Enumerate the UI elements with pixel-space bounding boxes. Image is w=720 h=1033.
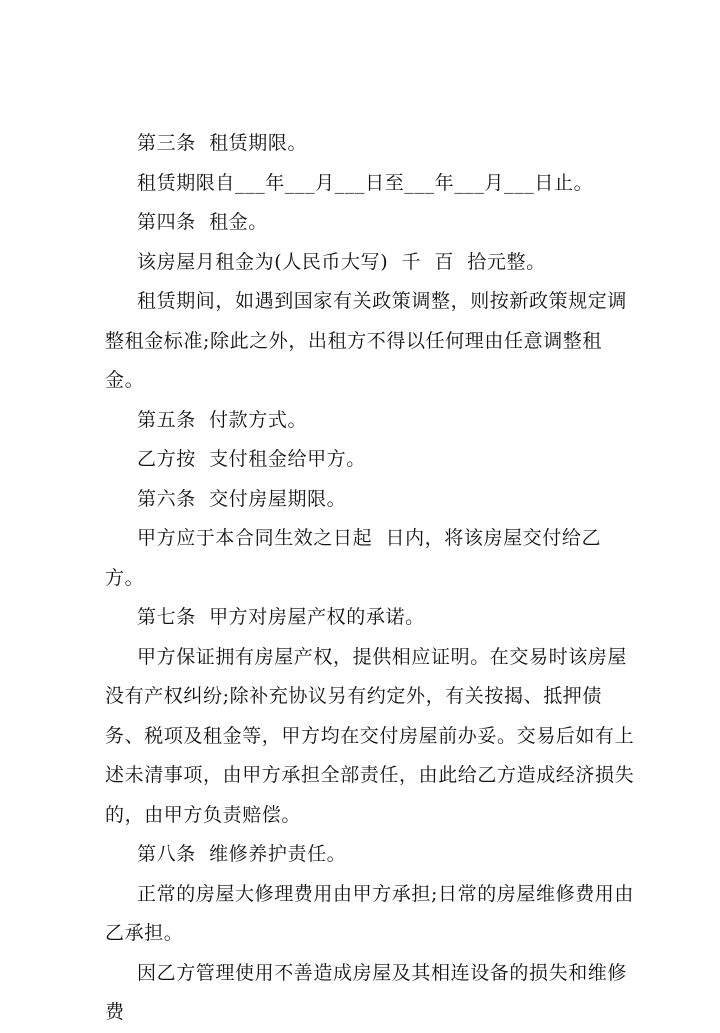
monthly-rent-text: 该房屋月租金为(人民币大写) 千 百 拾元整。: [137, 250, 546, 273]
repair-cost-text: 正常的房屋大修理费用由甲方承担;日常的房屋维修费用由乙承担。: [105, 882, 635, 944]
clause-6-heading: 第六条 交付房屋期限。: [137, 487, 347, 510]
document-body: [105, 124, 635, 1033]
clause-8-heading: 第八条 维修养护责任。: [137, 843, 347, 865]
clause-7-heading: 第七条 甲方对房屋产权的承诺。: [137, 606, 425, 628]
lease-term-text: 租赁期限自___年___月___日至___年___月___日止。: [137, 171, 594, 194]
clause-5-heading: 第五条 付款方式。: [137, 408, 308, 431]
clause-3-heading: 第三条 租赁期限。: [137, 132, 308, 154]
damage-liability-text: 因乙方管理使用不善造成房屋及其相连设备的损失和维修费: [105, 961, 628, 1023]
delivery-deadline-text: 甲方应于本合同生效之日起 日内，将该房屋交付给乙方。: [105, 527, 602, 589]
clause-4-heading: 第四条 租金。: [137, 211, 268, 233]
payment-method-text: 乙方按 支付租金给甲方。: [137, 448, 366, 470]
property-rights-text: 甲方保证拥有房屋产权，提供相应证明。在交易时该房屋没有产权纠纷;除补充协议另有约定外，有关按揭、抵押债务、税项及租金等，甲方均在交付房屋前办妥。交易后如有上述未清事项，由甲方承担全部责任，由此给乙方造成经济损失的，由甲方负责赔偿。: [105, 645, 635, 826]
rent-adjustment-text: 租赁期间，如遇到国家有关政策调整，则按新政策规定调整租金标准;除此之外，出租方不得以任何理由任意调整租金。: [105, 290, 628, 391]
